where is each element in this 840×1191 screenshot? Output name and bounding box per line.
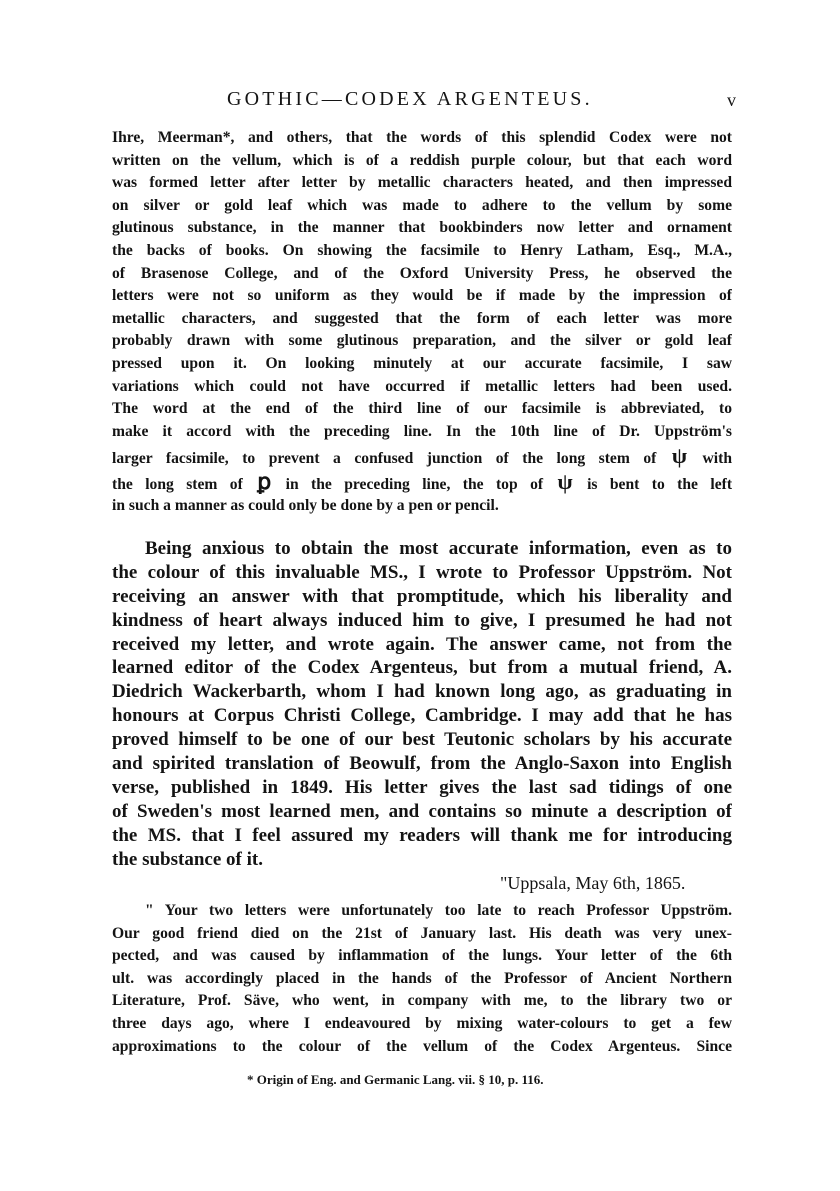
text-line: written on the vellum, which is of a reddish purple colour, but that each word [112, 151, 732, 169]
paragraph-main [112, 537, 732, 871]
text-line: receiving an answer with that promptitude, which his liberality and [112, 585, 732, 607]
text-fragment: in the preceding line, the top of [285, 476, 544, 494]
running-header [112, 88, 740, 114]
text-line: Ihre, Meerman*, and others, that the words of this splendid Codex were not [112, 129, 732, 146]
text-fragment: larger facsimile, to prevent a confused junction of the long stem of [112, 450, 657, 468]
text-line: was formed letter after letter by metallic characters heated, and then impressed [112, 174, 732, 192]
text-line: ult. was accordingly placed in the hands of the Professor of Ancient Northern [112, 969, 732, 987]
text-line: the MS. that I feel assured my readers will thank me for introducing [112, 824, 732, 846]
text-line: " Your two letters were unfortunately too late to reach Professor Uppström. [145, 902, 732, 919]
text-line: make it accord with the preceding line. In the 10th line of Dr. Uppström's [112, 422, 732, 440]
text-line: glutinous substance, in the manner that bookbinders now letter and ornament [112, 219, 732, 237]
gothic-hwair-glyph: ψ [671, 443, 688, 469]
text-line: received my letter, and wrote again. The answer came, not from the [112, 633, 732, 655]
text-line-with-gothic-glyph [112, 469, 732, 495]
text-fragment: is bent to the left [587, 476, 732, 494]
text-line: approximations to the colour of the vellum of the Codex Argenteus. Since [112, 1037, 732, 1055]
text-line: learned editor of the Codex Argenteus, but from a mutual friend, A. [112, 657, 732, 679]
text-line: Diedrich Wackerbarth, whom I had known long ago, as graduating in [112, 681, 732, 703]
quoted-letter [112, 900, 732, 1058]
text-line: kindness of heart always induced him to give, I presumed he had not [112, 609, 732, 631]
text-line: probably drawn with some glutinous preparation, and the silver or gold leaf [112, 332, 732, 350]
gothic-letter-glyph: ꝑ [257, 469, 272, 495]
text-line-with-gothic-glyph [112, 443, 732, 469]
text-line: the substance of it. [112, 848, 263, 870]
text-line: pressed upon it. On looking minutely at our accurate facsimile, I saw [112, 354, 732, 372]
text-line: letters were not so uniform as they would be if made by the impression of [112, 287, 732, 305]
text-line: the colour of this invaluable MS., I wrote to Professor Uppström. Not [112, 561, 732, 583]
header-title: GOTHIC—CODEX ARGENTEUS. [227, 88, 593, 110]
text-line: and spirited translation of Beowulf, from the Anglo-Saxon into English [112, 753, 732, 775]
text-line: Our good friend died on the 21st of January last. His death was very unex- [112, 924, 732, 942]
paragraph-continued [112, 127, 732, 518]
text-line: on silver or gold leaf which was made to adhere to the vellum by some [112, 196, 732, 214]
text-line: the backs of books. On showing the facsimile to Henry Latham, Esq., M.A., [112, 241, 732, 259]
text-fragment: the long stem of [112, 476, 243, 494]
letter-dateline: "Uppsala, May 6th, 1865. [500, 873, 686, 893]
text-line: three days ago, where I endeavoured by mixing water-colours to get a few [112, 1014, 732, 1032]
text-line: of Sweden's most learned men, and contains so minute a description of [112, 800, 732, 822]
text-line: in such a manner as could only be done by a pen or pencil. [112, 497, 499, 515]
page-number: v [727, 90, 736, 110]
text-line: variations which could not have occurred if metallic letters had been used. [112, 377, 732, 395]
text-line: Being anxious to obtain the most accurate information, even as to [145, 538, 732, 559]
text-line: Literature, Prof. Säve, who went, in company with me, to the library two or [112, 992, 732, 1010]
footnote: * Origin of Eng. and Germanic Lang. vii. § 10, p. 116. [247, 1072, 544, 1087]
text-line: pected, and was caused by inflammation of the lungs. Your letter of the 6th [112, 947, 732, 965]
text-line: verse, published in 1849. His letter gives the last sad tidings of one [112, 776, 732, 798]
text-line: proved himself to be one of our best Teutonic scholars by his accurate [112, 729, 732, 751]
gothic-hwair-glyph: ψ [557, 469, 573, 495]
text-line: of Brasenose College, and of the Oxford University Press, he observed the [112, 264, 732, 282]
text-fragment: with [702, 450, 732, 468]
text-line: The word at the end of the third line of our facsimile is abbreviated, to [112, 400, 732, 418]
text-line: honours at Corpus Christi College, Cambridge. I may add that he has [112, 705, 732, 727]
text-line: metallic characters, and suggested that the form of each letter was more [112, 309, 732, 327]
